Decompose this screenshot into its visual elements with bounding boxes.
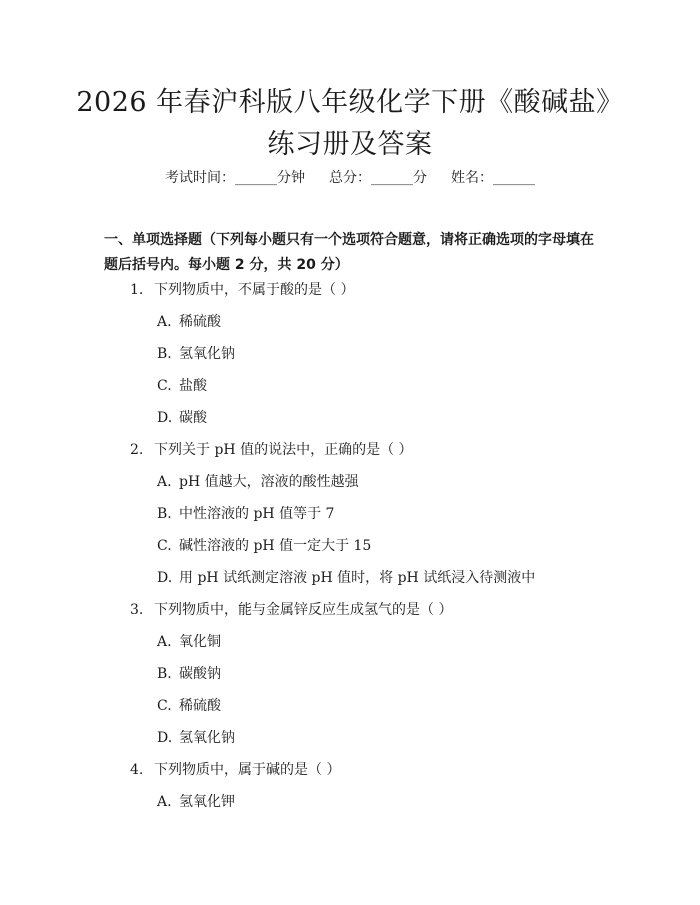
option-letter: C. [157,538,172,554]
option-letter: A. [157,794,172,810]
option-letter: A. [157,474,172,490]
question-text: 下列物质中，能与金属锌反应生成氢气的是（ ） [154,602,453,618]
question-item [0,438,700,470]
option-item [0,470,700,502]
option-letter: C. [157,378,172,394]
option-text: 稀硫酸 [179,314,221,330]
question-list [0,278,700,822]
option-item [0,694,700,726]
option-letter: A. [157,314,172,330]
option-letter: D. [157,730,173,746]
option-text: pH 值越大，溶液的酸性越强 [179,474,359,490]
option-item [0,374,700,406]
section-heading: 一、单项选择题（下列每小题只有一个选项符合题意，请将正确选项的字母填在题后括号内。每小题 2 分，共 20 分） [104,232,594,273]
question-text: 下列关于 pH 值的说法中，正确的是（ ） [154,442,413,458]
question-number: 3. [130,602,144,618]
option-text: 稀硫酸 [179,698,221,714]
option-text: 盐酸 [179,378,207,394]
option-letter: D. [157,410,173,426]
option-text: 氢氧化钠 [179,730,235,746]
option-text: 碳酸钠 [179,666,221,682]
question-item [0,278,700,310]
title-line-2: 练习册及答案 [267,129,433,160]
option-item [0,726,700,758]
option-letter: B. [157,666,172,682]
question-number: 4. [130,762,144,778]
option-text: 用 pH 试纸测定溶液 pH 值时，将 pH 试纸浸入待测液中 [179,570,536,586]
name-field: 姓名：______ [451,170,535,186]
option-item [0,662,700,694]
exam-time-field: 考试时间：______分钟 [165,170,305,186]
option-item [0,406,700,438]
option-text: 氢氧化钠 [179,346,235,362]
option-text: 氢氧化钾 [179,794,235,810]
option-item [0,310,700,342]
option-item [0,566,700,598]
option-item [0,342,700,374]
option-item [0,502,700,534]
title-line-1: 2026 年春沪科版八年级化学下册《酸碱盐》 [76,87,624,118]
option-letter: C. [157,698,172,714]
exam-info [0,168,700,188]
option-text: 碱性溶液的 pH 值一定大于 15 [179,538,372,554]
option-item [0,534,700,566]
option-letter: B. [157,346,172,362]
option-letter: A. [157,634,172,650]
question-item [0,598,700,630]
document-title [0,82,700,166]
question-item [0,758,700,790]
option-text: 中性溶液的 pH 值等于 7 [179,506,335,522]
question-number: 2. [130,442,144,458]
option-text: 氧化铜 [179,634,221,650]
option-text: 碳酸 [179,410,207,426]
option-item [0,630,700,662]
option-letter: B. [157,506,172,522]
question-number: 1. [130,282,144,298]
question-text: 下列物质中，属于碱的是（ ） [154,762,341,778]
total-score-field: 总分：______分 [329,170,427,186]
question-text: 下列物质中，不属于酸的是（ ） [154,282,355,298]
option-item [0,790,700,822]
option-letter: D. [157,570,173,586]
